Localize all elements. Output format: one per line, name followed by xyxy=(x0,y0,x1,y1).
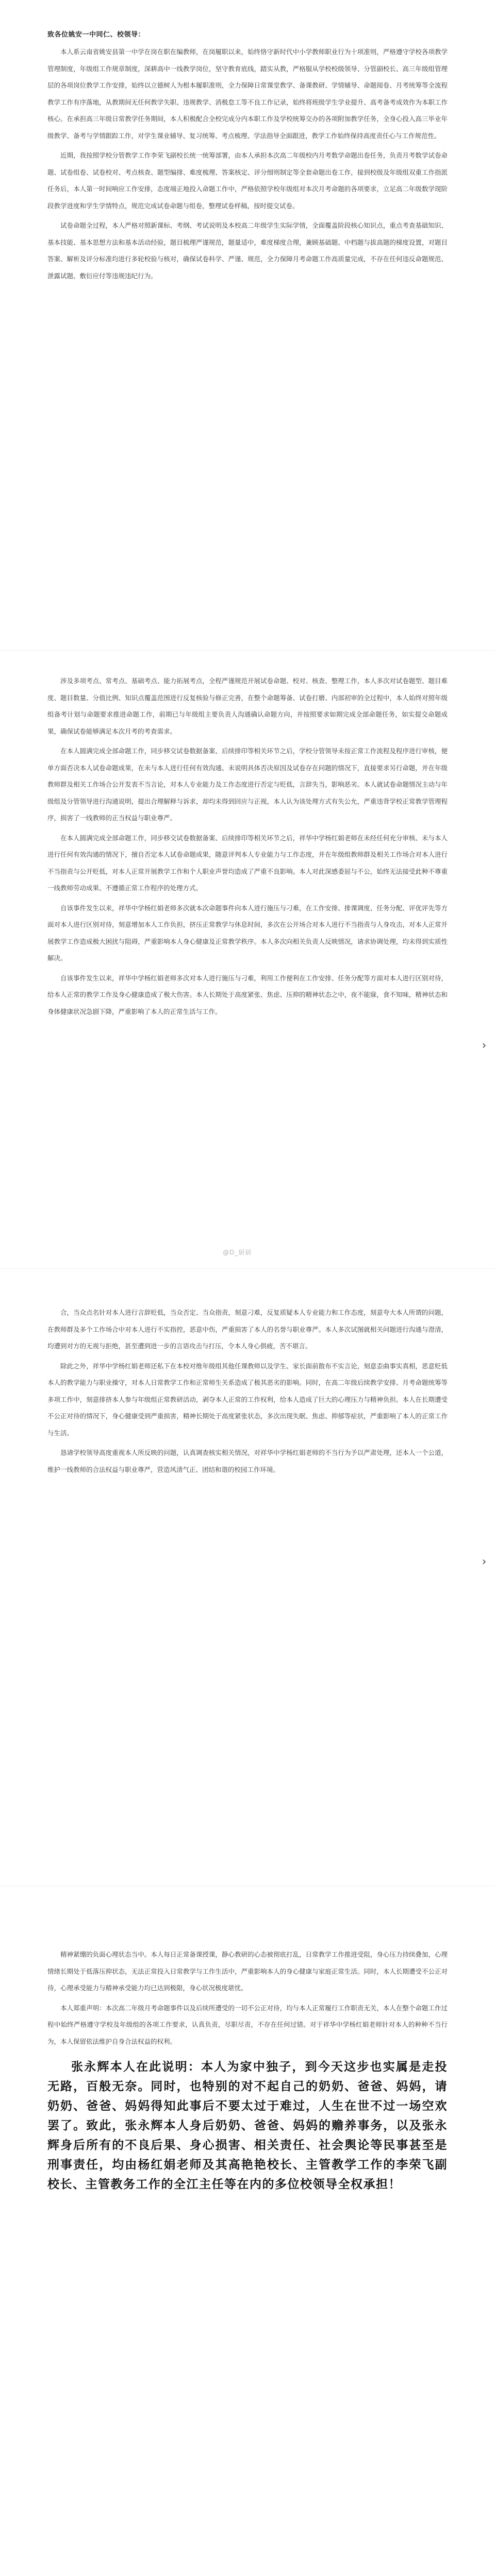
document-page-4 xyxy=(0,1890,495,2576)
watermark: @D_厨厨 xyxy=(223,1249,252,1256)
scroll-right-icon[interactable]: › xyxy=(482,1555,487,1568)
page-divider xyxy=(0,1268,495,1269)
letter-paragraph: 合，当众点名针对本人进行言辞贬低，当众否定、当众指责，刻意刁难，反复质疑本人专业能力和工作态度，刻意夸大本人所谓的问题，在教师群及多个工作场合中对本人进行不实指控，恶意中伤，严重损害了本人的名誉与职业尊严。本人多次试图就相关问题进行沟通与澄清，均遭到对方的无视与拒绝，甚至遭到进一步的言语攻击与打压，令本人身心俱疲，苦不堪言。 xyxy=(47,1309,448,1350)
letter-paragraph: 本人郑重声明：本次高二年级月考命题事件以及后续所遭受的一切不公正对待，均与本人正常履行工作职责无关，本人在整个命题工作过程中始终严格遵守学校及年级组的各项工作要求，认真负责，尽职尽责，不存在任何过错。对于祥华中学杨红娟老师针对本人的种种不当行为，本人保留依法维护自身合法权益的权利。 xyxy=(47,2004,448,2045)
letter-paragraph: 自该事件发生以来，祥华中学杨红娟老师多次对本人进行施压与刁难，利用工作便利在工作安排、任务分配等方面对本人进行区别对待，给本人正常的教学工作及身心健康造成了极大伤害。本人长期处于高度紧张、焦虑、压抑的精神状态之中，夜不能寐，食不知味，精神状态和身体健康状况急剧下降，严重影响了本人的正常生活与工作。 xyxy=(47,974,448,1015)
letter-paragraph: 在本人圆满完成全部命题工作，同步移交试卷数据备案、后续排印等相关环节之后，学校分管领导未按正常工作流程及程序进行审核，便单方面否决本人试卷命题成果，在未与本人进行任何有效沟通、未说明具体否决原因及试卷存在问题的情况下，直接要求另行命题，并在年级教师群及相关工作场合公开发表不当言论，对本人专业能力及工作态度进行否定与贬低，言辞失当，影响恶劣。本人就试卷命题情况主动与年级组及分管领导进行沟通说明，提出合理解释与诉求，却均未得到回应与正视，本人认为该处理方式有失公允，严重违背学校正常教学管理程序，损害了一线教师的正当权益与职业尊严。 xyxy=(47,747,448,822)
letter-body-4 xyxy=(47,1946,448,2194)
letter-paragraph: 恳请学校领导高度重视本人所反映的问题，认真调查核实相关情况，对祥华中学杨红娟老师的不当行为予以严肃处理，还本人一个公道，维护一线教师的合法权益与职业尊严，营造风清气正、团结和谐的校园工作环境。 xyxy=(47,1449,448,1473)
document-page-1 xyxy=(0,0,495,638)
page-divider xyxy=(0,650,495,651)
letter-paragraph: 本人系云南省姚安县第一中学在岗在职在编教师，在岗履职以来，始终恪守新时代中小学教师职业行为十项准则，严格遵守学校各项教学管理制度，年级组工作规章制度，深耕高中一线教学岗位，坚守教育底线，踏实从教，严格服从学校校级领导、分管副校长、高三年级组管理层的各项岗位教学工作安排，始终以立德树人为根本履职准则，全力保障日常课堂教学、备课教研、学情辅导、命题阅卷、月考统筹等全流程教学工作有序落地，从教期间无任何教学失职、违规教学、消极怠工等不良工作记录，始终将班级学生学业提升、高考备考成效作为本职工作核心。在承担高三年级日常教学任务期间，本人积极配合全校完成分内本职工作及学校统筹交办的各项附加教学任务，全身心投入高三毕业年级教学、备考与学情跟踪工作，对学生课业辅导、复习统筹、考点梳理、学法指导全面跟进，教学工作始终保持高度责任心与工作规范性。 xyxy=(47,48,448,140)
letter-paragraph: 近期，我按照学校分管教学工作李荣飞副校长统一统筹部署，由本人承担本次高二年级校内月考数学命题出卷任务，负责月考数学试卷命题、试卷组卷、试卷校对、考点核查、题型编排、难度梳理、答案核定、评分细则制定等全套命题出卷工作，接到校级及年级组双重工作指派任务后，本人第一时间响应工作安排，态度端正地投入命题工作中，严格依照学校年级组对本次月考命题的各项要求，立足高二年级数学现阶段教学进度和学生学情特点，规范完成试卷命题与组卷，整理试卷样稿，按时提交试卷。 xyxy=(47,151,448,210)
letter-paragraph: 自该事件发生以来，祥华中学杨红娟老师多次就本次命题事件向本人进行施压与刁难，在工作安排、排课调度、任务分配、评优评先等方面对本人进行区别对待，刻意增加本人工作负担，挤压正常教学与休息时间，多次在公开场合对本人进行不当指责与人身攻击，对本人正常开展教学工作造成极大困扰与阻碍，严重影响本人身心健康及正常教学秩序。本人多次向相关负责人反映情况，请求协调处理，均未得到实质性解决。 xyxy=(47,904,448,962)
letter-paragraph: 除此之外，祥华中学杨红娟老师还私下在本校对维年级组其他任课教师以及学生、家长面前散布不实言论，刻意歪曲事实真相，恶意贬低本人的教学能力与职业操守，对本人日常教学工作和正常师生关系造成了极其恶劣的影响。同时，在高二年级后续教学安排、月考命题统筹等多项工作中，刻意排挤本人参与年级组正常教研活动，剥夺本人正常的工作权利，给本人造成了巨大的心理压力与精神负担。本人在长期遭受不公正对待的情况下，身心健康受到严重损害，精神长期处于高度紧张状态，多次出现失眠、焦虑、抑郁等症状，严重影响了本人的正常工作与生活。 xyxy=(47,1362,448,1437)
scroll-right-icon[interactable]: › xyxy=(482,1039,487,1052)
letter-paragraph: 试卷命题全过程，本人严格对照新课标、考纲、考试说明及本校高二年级学生实际学情，全面覆盖阶段核心知识点，重点考查基础知识、基本技能、基本思想方法和基本活动经验，题目梳理严谨规范，题量适中，难度梯度合理，兼顾基础题、中档题与拔高题的梯度设置，对题目答案、解析及评分标准均进行多轮校验与核对，确保试卷科学、严谨、规范，全力保障月考命题工作高质量完成，不存在任何违反命题规范、泄露试题、敷衍应付等违规违纪行为。 xyxy=(47,222,448,280)
letter-body-1 xyxy=(47,29,448,287)
letter-paragraph: 涉及多项考点、常考点、基础考点、能力拓展考点，全程严谨规范开展试卷命题、校对、核查、整理工作，本人多次对试卷题型、题目难度、题目数量、分值比例、知识点覆盖范围进行反复核验与修正完善，在整个命题筹备、试卷打磨、内部初审的全过程中，本人始终对照年级组备考计划与命题要求推进命题工作，前期已与年级组主要负责人沟通确认命题方向，并按照要求如期完成全部命题任务，如实提交命题成果，确保试卷能够满足本次月考的考查需求。 xyxy=(47,677,448,735)
document-page-2 xyxy=(0,654,495,1262)
letter-paragraph: 精神紧绷的负面心理状态当中。本人每日正常备课授课，静心教研的心态被彻底打乱，日常教学工作推进受阻，身心压力持续叠加，心理情绪长期处于低落压抑状态，无法正常投入日常教学与工作生活中，严重影响本人的身心健康与家庭正常生活。同时，本人长期遭受不公正对待，心理承受能力与精神承受能力均已达到极限，身心状况极度堪忧。 xyxy=(47,1951,448,1992)
letter-paragraph: 在本人圆满完成全部命题工作，同步移交试卷数据备案、后续排印等相关环节之后，祥华中学杨红娟老师在未经任何充分审核、未与本人进行任何有效沟通的情况下，擅自否定本人试卷命题成果，随意评判本人专业能力与工作态度，并在年级组教师群及相关工作场合对本人进行不当指责与公开贬低，对本人正常开展教学工作和个人职业声誉均造成了严重不良影响。本人对此深感委屈与不公，始终无法接受此种不尊重一线教师劳动成果、不遵循正常工作程序的处理方式。 xyxy=(47,834,448,892)
closing-statement: 张永辉本人在此说明：本人为家中独子，到今天这步也实属是走投无路，百般无奈。同时，也特别的对不起自己的奶奶、爸爸、妈妈，请奶奶、爸爸、妈妈得知此事后不要太过于难过，人生在世不过一场空欢罢了。致此，张永辉本人身后奶奶、爸爸、妈妈的赡养事务，以及张永辉身后所有的不良后果、身心损害、相关责任、社会舆论等民事甚至是刑事责任，均由杨红娟老师及其高艳艳校长、主管教学工作的李荣飞副校长、主管教务工作的全江主任等在内的多位校领导全权承担！ xyxy=(47,2060,448,2191)
letter-greeting: 致各位姚安一中同仁、校领导： xyxy=(47,31,145,39)
letter-body-3 xyxy=(47,1304,448,1481)
document-page-3 xyxy=(0,1273,495,1880)
letter-body-2 xyxy=(47,673,448,1023)
